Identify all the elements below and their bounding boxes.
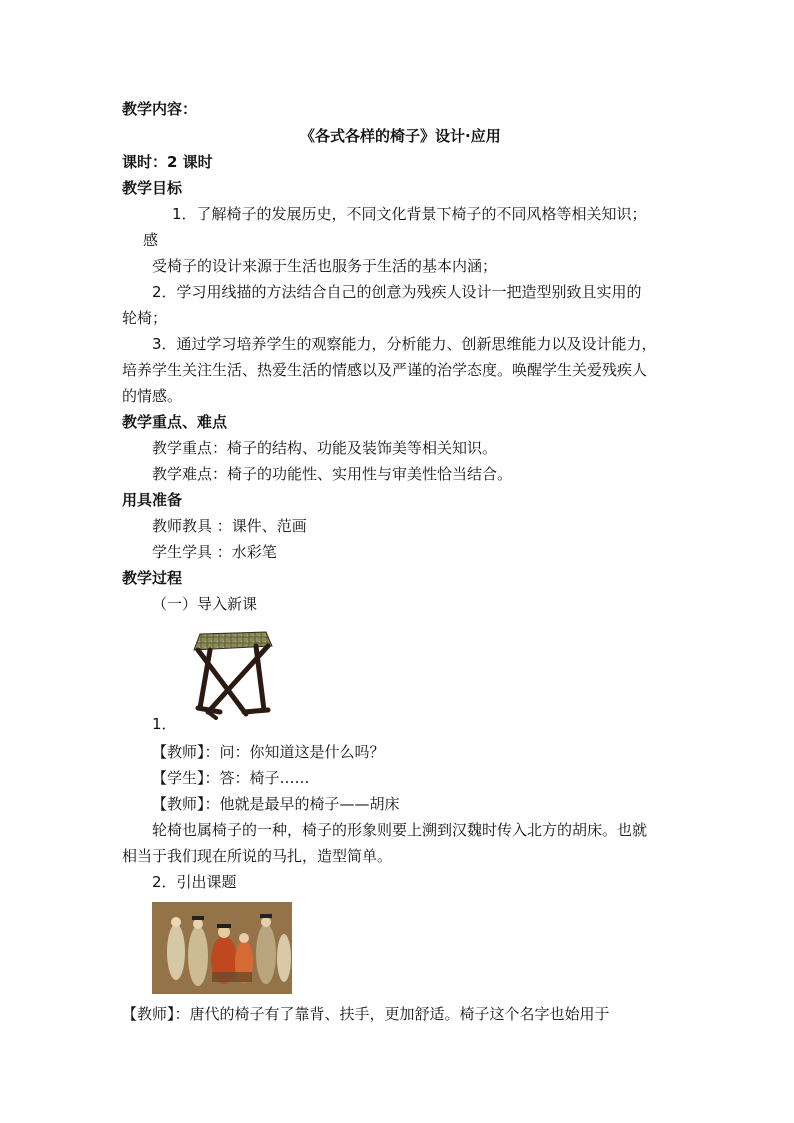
paragraph-1-line-a: 轮椅也属椅子的一种，椅子的形象则要上溯到汉魏时传入北方的胡床。也就: [152, 821, 648, 839]
paragraph-1-line-b: 相当于我们现在所说的马扎，造型简单。: [122, 847, 393, 865]
dialog-teacher-statement: 【教师】：他就是最早的椅子——胡床: [152, 795, 400, 813]
dialog-student-answer: 【学生】：答：椅子……: [152, 769, 310, 787]
lesson-title: 《各式各样的椅子》设计·应用: [300, 127, 501, 145]
section-key-points: 教学重点、难点: [122, 413, 228, 431]
dialog-teacher-tang: 【教师】：唐代的椅子有了靠背、扶手，更加舒适。椅子这个名字也始用于: [122, 1005, 610, 1023]
tang-painting-image: [152, 902, 292, 994]
goal-2-line-b: 轮椅；: [122, 309, 168, 327]
teacher-tools: 教师教具 ：课件、范画: [152, 517, 307, 535]
difficult-point: 教学难点：椅子的功能性、实用性与审美性恰当结合。: [152, 465, 513, 483]
goal-3-line-c: 的情感。: [122, 387, 183, 405]
goal-1-line-c: 受椅子的设计来源于生活也服务于生活的基本内涵；: [152, 257, 498, 275]
goal-3-line-b: 培养学生关注生活、热爱生活的情感以及严谨的治学态度。唤醒学生关爱残疾人: [122, 361, 648, 379]
folding-stool-image: [186, 628, 278, 724]
step-1-intro: （一）导入新课: [152, 595, 258, 613]
item-1-number: 1．: [152, 715, 177, 733]
student-tools: 学生学具 ：水彩笔: [152, 543, 277, 561]
lesson-hours: 课时：2 课时: [122, 153, 213, 171]
heading-content: 教学内容：: [122, 100, 198, 118]
dialog-teacher-question: 【教师】：问：你知道这是什么吗？: [152, 743, 385, 761]
section-goals: 教学目标: [122, 179, 183, 197]
goal-1-line-a: 1．了解椅子的发展历史，不同文化背景下椅子的不同风格等相关知识；: [172, 205, 647, 223]
goal-3-line-a: 3．通过学习培养学生的观察能力，分析能力、创新思维能力以及设计能力，: [152, 335, 657, 353]
item-2-heading: 2．引出课题: [152, 873, 237, 891]
section-process: 教学过程: [122, 569, 183, 587]
goal-2-line-a: 2．学习用线描的方法结合自己的创意为残疾人设计一把造型别致且实用的: [152, 283, 642, 301]
key-point: 教学重点：椅子的结构、功能及装饰美等相关知识。: [152, 439, 498, 457]
goal-1-line-b: 感: [143, 231, 159, 249]
section-tools: 用具准备: [122, 491, 183, 509]
